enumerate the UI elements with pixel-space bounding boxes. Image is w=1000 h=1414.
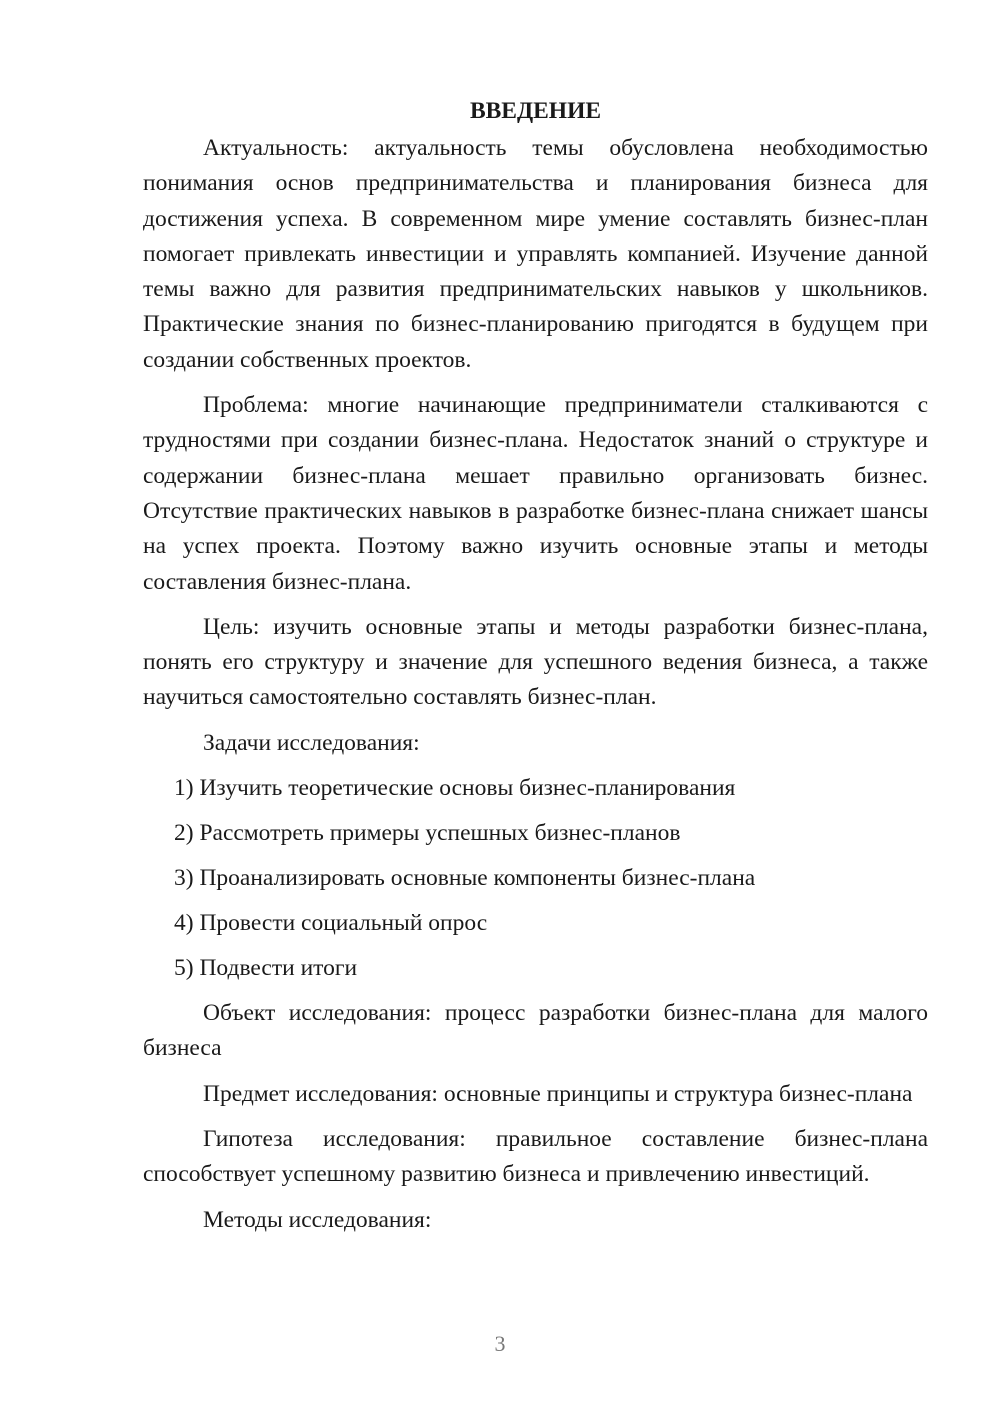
list-item: 5) Подвести итоги <box>174 955 358 982</box>
paragraph-subject: Предмет исследования: основные принципы и структура бизнес-плана <box>203 1080 913 1107</box>
list-item: 2) Рассмотреть примеры успешных бизнес-планов <box>174 820 681 847</box>
methods-heading: Методы исследования: <box>203 1206 432 1233</box>
paragraph-hypothesis: Гипотеза исследования: правильное составление бизнес-плана способствует успешному развитию бизнеса и привлечению инвестиций. <box>143 1125 928 1188</box>
paragraph-problem: Проблема: многие начинающие предприниматели сталкиваются с трудностями при создании бизнес-плана. Недостаток знаний о структуре и содержании бизнес-плана мешает правильно организовать бизнес. Отсутствие практических навыков в разработке бизнес-плана снижает шансы на успех проекта. Поэтому важно изучить основные этапы и методы составления бизнес-плана. <box>143 392 928 595</box>
tasks-list <box>143 771 928 986</box>
list-item: 3) Проанализировать основные компоненты бизнес-плана <box>174 865 756 892</box>
document-body <box>143 94 928 1248</box>
paragraph-relevance: Актуальность: актуальность темы обусловлена необходимостью понимания основ предпринимательства и планирования бизнеса для достижения успеха. В современном мире умение составлять бизнес-план помогает привлекать инвестиции и управлять компанией. Изучение данной темы важно для развития предпринимательских навыков у школьников. Практические знания по бизнес-планированию пригодятся в будущем при создании собственных проектов. <box>143 135 928 373</box>
paragraph-object: Объект исследования: процесс разработки бизнес-плана для малого бизнеса <box>143 1000 928 1062</box>
list-item: 1) Изучить теоретические основы бизнес-планирования <box>174 775 736 802</box>
page-number: 3 <box>494 1331 506 1356</box>
list-item: 4) Провести социальный опрос <box>174 910 488 937</box>
section-title: ВВЕДЕНИЕ <box>469 98 602 124</box>
tasks-heading: Задачи исследования: <box>203 729 420 756</box>
paragraph-goal: Цель: изучить основные этапы и методы разработки бизнес-плана, понять его структуру и значение для успешного ведения бизнеса, а также научиться самостоятельно составлять бизнес-план. <box>143 613 928 711</box>
